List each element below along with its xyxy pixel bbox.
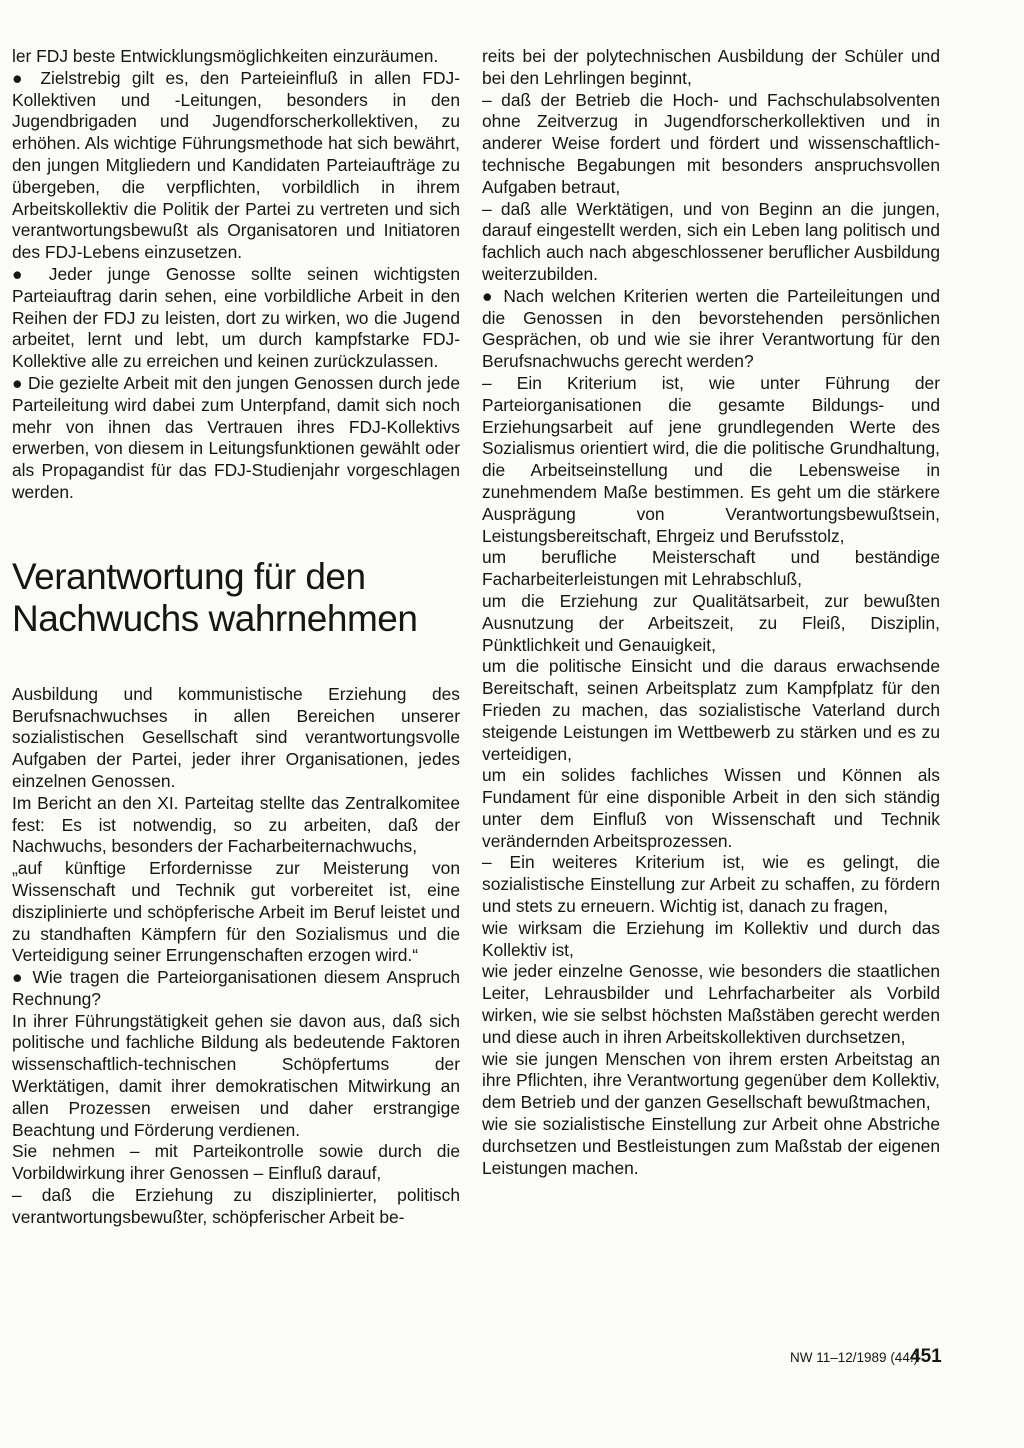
paragraph: wie jeder einzelne Genosse, wie besonders die staatlichen Leiter, Lehrausbilder und Lehrfacharbeiter als Vorbild wirken, wie sie selbst höchsten Maßstäben gerecht werden und diese auch in ihren Arbeitskollektiven durchsetzen, <box>482 961 940 1047</box>
paragraph: – daß die Erziehung zu disziplinierter, politisch verantwortungsbewußter, schöpferischer Arbeit be- <box>12 1185 460 1227</box>
paragraph: Ausbildung und kommunistische Erziehung des Berufsnachwuchses in allen Bereichen unserer sozialistischen Gesellschaft sind verantwortungsvolle Aufgaben der Partei, jeder ihrer Organisationen, jedes einzelnen Genossen. <box>12 683 460 791</box>
paragraph: ● Nach welchen Kriterien werten die Parteileitungen und die Genossen in den bevorstehenden persönlichen Gesprächen, ob und wie sie ihrer Verantwortung für den Berufsnachwuchs gerecht werden? <box>482 285 940 372</box>
paragraph: ● Jeder junge Genosse sollte seinen wichtigsten Parteiauftrag darin sehen, eine vorbildliche Arbeit in den Reihen der FDJ zu leisten, dort zu wirken, wo die Jugend arbeitet, lernt und lebt, um durch kampfstarke FDJ-Kollektive alle zu erreichen und keinen zurückzulassen. <box>12 263 460 372</box>
paragraph: ler FDJ beste Entwicklungsmöglichkeiten einzuräumen. <box>12 46 439 66</box>
paragraph: reits bei der polytechnischen Ausbildung der Schüler und bei den Lehrlingen beginnt, <box>482 46 940 88</box>
paragraph: wie sie sozialistische Einstellung zur Arbeit ohne Abstriche durchsetzen und Bestleistungen zum Maßstab der eigenen Leistungen machen. <box>482 1114 940 1178</box>
quote-paragraph: „auf künftige Erfordernisse zur Meisterung von Wissenschaft und Technik gut vorbereitet ist, eine disziplinierte und schöpferische Arbeit im Beruf leistet und zu standhaften Kämpfern für den Sozialismus und die Verteidigung seiner Errungenschaften erzogen wird.“ <box>12 858 460 966</box>
paragraph: um die politische Einsicht und die daraus erwachsende Bereitschaft, seinen Arbeitsplatz zum Kampfplatz für den Frieden zu machen, das sozialistische Vaterland durch steigende Leistungen im Wettbewerb zu stärken und es zu verteidigen, <box>482 656 940 764</box>
paragraph: ● Die gezielte Arbeit mit den jungen Genossen durch jede Parteileitung wird dabei zum Unterpfand, damit sich noch mehr von ihnen das Vertrauen ihres FDJ-Kollektivs erwerben, von diesem in Leitungsfunktionen gewählt oder als Propagandist für das FDJ-Studienjahr vorgeschlagen werden. <box>12 372 460 502</box>
section-heading: Verantwortung für den Nachwuchs wahrnehmen <box>12 555 418 639</box>
paragraph: Sie nehmen – mit Parteikontrolle sowie durch die Vorbildwirkung ihrer Genossen – Einfluß darauf, <box>12 1141 460 1184</box>
paragraph: – daß der Betrieb die Hoch- und Fachschulabsolventen ohne Zeitverzug in Jugendforscherkollektiven und in anderer Weise fordert und fördert und wissenschaftlich-technische Begabungen mit besonders anspruchsvollen Aufgaben betraut, <box>482 89 940 197</box>
paragraph: um die Erziehung zur Qualitätsarbeit, zur bewußten Ausnutzung der Arbeitszeit, zu Fleiß, Disziplin, Pünktlichkeit und Genauigkeit, <box>482 590 940 655</box>
paragraph: ● Wie tragen die Parteiorganisationen diesem Anspruch Rechnung? <box>12 967 460 1009</box>
right-column <box>482 46 940 1179</box>
paragraph: um ein solides fachliches Wissen und Können als Fundament für eine disponible Arbeit in den sich ständig unter dem Einfluß von Wissenschaft und Technik verändernden Arbeitsprozessen. <box>482 765 940 851</box>
paragraph: – Ein weiteres Kriterium ist, wie es gelingt, die sozialistische Einstellung zur Arbeit zu schaffen, zu fördern und stets zu erneuern. Wichtig ist, danach zu fragen, <box>482 852 940 917</box>
page-number: 451 <box>910 1346 942 1367</box>
footer-source: NW 11–12/1989 (44.) <box>790 1350 919 1365</box>
paragraph: – Ein Kriterium ist, wie unter Führung der Parteiorganisationen die gesamte Bildungs- und Erziehungsarbeit auf jene grundlegenden Werte des Sozialismus orientiert wird, die die politische Grundhaltung, die Arbeitseinstellung und die Lebensweise in zunehmendem Maße bestimmen. Es geht um die stärkere Ausprägung von Verantwortungsbewußtsein, Leistungsbereitschaft, Ehrgeiz und Berufsstolz, <box>482 372 940 546</box>
paragraph: – daß alle Werktätigen, und von Beginn an die jungen, darauf eingestellt werden, sich ein Leben lang politisch und fachlich auch nach abgeschlossener beruflicher Ausbildung weiterzubilden. <box>482 198 940 284</box>
paragraph: Im Bericht an den XI. Parteitag stellte das Zentralkomitee fest: Es ist notwendig, so zu arbeiten, daß der Nachwuchs, besonders der Facharbeiternachwuchs, <box>12 792 460 857</box>
paragraph: um berufliche Meisterschaft und beständige Facharbeiterleistungen mit Lehrabschluß, <box>482 547 940 590</box>
paragraph: wie wirksam die Erziehung im Kollektiv und durch das Kollektiv ist, <box>482 917 940 960</box>
paragraph: wie sie jungen Menschen von ihrem ersten Arbeitstag an ihre Pflichten, ihre Verantwortung gegenüber dem Kollektiv, dem Betrieb und der ganzen Gesellschaft bewußtmachen, <box>482 1048 940 1113</box>
paragraph: In ihrer Führungstätigkeit gehen sie davon aus, daß sich politische und fachliche Bildung als bedeutende Faktoren wissenschaftlich-technischen Schöpfertums der Werktätigen, damit ihrer demokratischen Mitwirkung an allen Prozessen erweisen und daher erstrangige Beachtung und Förderung verdienen. <box>12 1010 460 1140</box>
paragraph: ● Zielstrebig gilt es, den Parteieinfluß in allen FDJ-Kollektiven und -Leitungen, besonders in den Jugendbrigaden und Jugendforscherkollektiven, zu erhöhen. Als wichtige Führungsmethode hat sich bewährt, den jungen Mitgliedern und Kandidaten Parteiaufträge zu übergeben, die verpflichten, vorbildlich in ihrem Arbeitskollektiv die Politik der Partei zu vertreten und sich verantwortungsbewußt als Organisatoren und Initiatoren des FDJ-Lebens einzusetzen. <box>12 67 460 263</box>
left-column <box>12 46 460 1229</box>
